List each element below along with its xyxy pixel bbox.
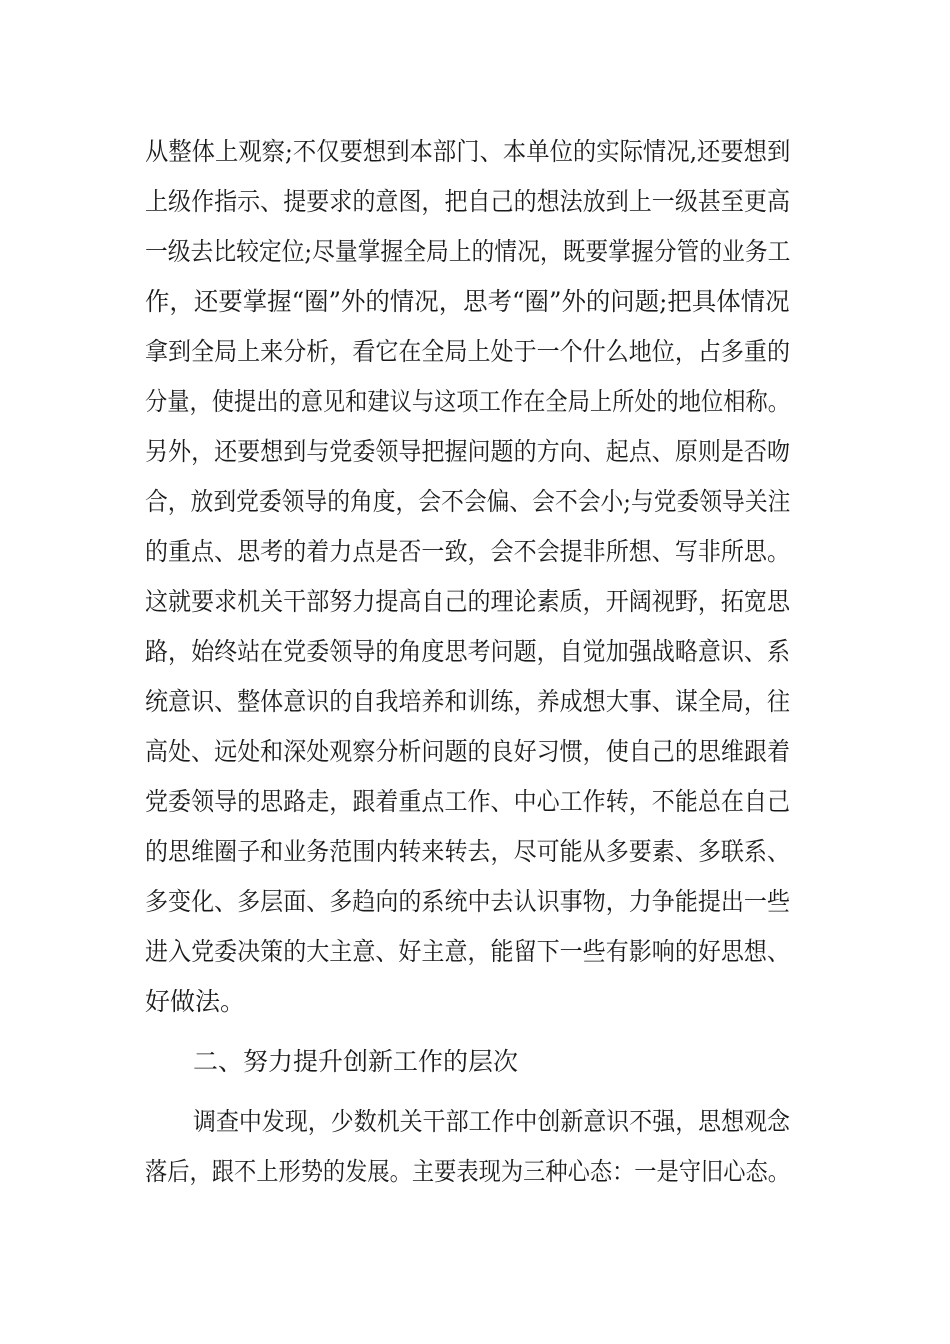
body-text-line: 调查中发现，少数机关干部工作中创新意识不强，思想观念 [193, 1107, 791, 1136]
body-text-line: 党委领导的思路走，跟着重点工作、中心工作转，不能总在自己 [145, 787, 791, 816]
body-text-line: 从整体上观察;不仅要想到本部门、本单位的实际情况,还要想到 [145, 137, 791, 166]
body-text-line: 的重点、思考的着力点是否一致，会不会提非所想、写非所思。 [145, 537, 791, 566]
body-text-line: 作，还要掌握“圈”外的情况，思考“圈”外的问题;把具体情况 [145, 287, 790, 316]
body-text-line: 高处、远处和深处观察分析问题的良好习惯，使自己的思维跟着 [145, 737, 791, 766]
body-text-line: 进入党委决策的大主意、好主意，能留下一些有影响的好思想、 [145, 937, 791, 966]
body-text-line: 分量，使提出的意见和建议与这项工作在全局上所处的地位相称。 [145, 387, 791, 416]
body-text-line: 路，始终站在党委领导的角度思考问题，自觉加强战略意识、系 [145, 637, 791, 666]
body-text-line: 落后，跟不上形势的发展。主要表现为三种心态：一是守旧心态。 [145, 1157, 791, 1186]
body-text-line: 这就要求机关干部努力提高自己的理论素质，开阔视野，拓宽思 [145, 587, 791, 616]
body-text-line: 统意识、整体意识的自我培养和训练，养成想大事、谋全局，往 [145, 687, 791, 716]
body-text-line: 好做法。 [145, 987, 246, 1016]
body-text-line: 多变化、多层面、多趋向的系统中去认识事物，力争能提出一些 [145, 887, 791, 916]
body-text-line: 合，放到党委领导的角度，会不会偏、会不会小;与党委领导关注 [145, 487, 791, 516]
body-text-line: 另外，还要想到与党委领导把握问题的方向、起点、原则是否吻 [145, 437, 791, 466]
body-text-line: 拿到全局上来分析，看它在全局上处于一个什么地位，占多重的 [145, 337, 791, 366]
body-text-line: 上级作指示、提要求的意图，把自己的想法放到上一级甚至更高 [145, 187, 791, 216]
section-heading: 二、努力提升创新工作的层次 [193, 1047, 519, 1076]
body-text-line: 的思维圈子和业务范围内转来转去，尽可能从多要素、多联系、 [145, 837, 791, 866]
body-text-line: 一级去比较定位;尽量掌握全局上的情况，既要掌握分管的业务工 [145, 237, 791, 266]
